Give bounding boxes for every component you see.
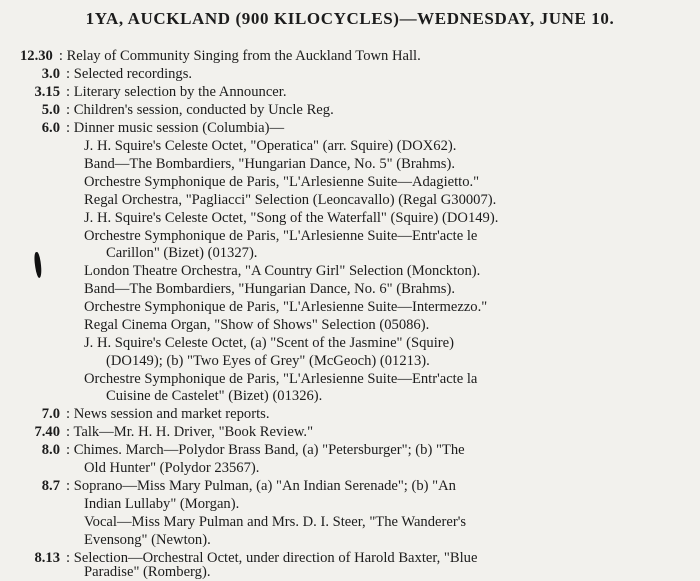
program-entry [20, 423, 313, 441]
program-entry-continuation: Paradise" (Romberg). [84, 564, 211, 580]
program-entry [20, 47, 421, 65]
entry-sep: : [66, 424, 71, 440]
dinner-item: Orchestre Symphonique de Paris, "L'Arlesienne Suite—Adagietto." [84, 174, 480, 190]
entry-sep: : [66, 102, 71, 118]
entry-text: Literary selection by the Announcer. [73, 84, 287, 100]
entry-text: Soprano—Miss Mary Pulman, (a) "An Indian Serenade"; (b) "An [73, 478, 456, 494]
entry-time: 6.0 [41, 120, 60, 136]
entry-time: 5.0 [41, 102, 60, 118]
program-entry [20, 441, 465, 459]
ink-blot-mark [33, 252, 43, 279]
program-entry [20, 477, 456, 495]
dinner-item: Band—The Bombardiers, "Hungarian Dance, No. 5" (Brahms). [84, 156, 455, 172]
dinner-item: Orchestre Symphonique de Paris, "L'Arlesienne Suite—Entr'acte la [84, 371, 478, 387]
program-entry [20, 101, 334, 119]
entry-text: Chimes. March—Polydor Brass Band, (a) "Petersburger"; (b) "The [73, 442, 465, 458]
entry-time: 3.0 [41, 66, 60, 82]
dinner-item: J. H. Squire's Celeste Octet, (a) "Scent of the Jasmine" (Squire) [84, 335, 454, 351]
dinner-item: Regal Orchestra, "Pagliacci" Selection (Leoncavallo) (Regal G30007). [84, 192, 497, 208]
entry-text: Dinner music session (Columbia)— [73, 120, 285, 136]
entry-time: 3.15 [34, 84, 60, 100]
entry-time: 7.0 [41, 406, 60, 422]
entry-text: Talk—Mr. H. H. Driver, "Book Review." [73, 424, 314, 440]
entry-sep: : [66, 84, 71, 100]
entry-sep: : [58, 48, 63, 64]
program-entry [20, 65, 192, 83]
dinner-item: Cuisine de Castelet" (Bizet) (01326). [106, 388, 323, 404]
program-entry-continuation: Vocal—Miss Mary Pulman and Mrs. D. I. Steer, "The Wanderer's [84, 514, 467, 530]
entry-sep: : [66, 66, 71, 82]
dinner-item: Carillon" (Bizet) (01327). [106, 245, 258, 261]
entry-sep: : [66, 550, 71, 566]
entry-time: 7.40 [34, 424, 60, 440]
entry-text: News session and market reports. [73, 406, 270, 422]
dinner-item: J. H. Squire's Celeste Octet, "Operatica" (arr. Squire) (DOX62). [84, 138, 457, 154]
entry-time: 8.13 [34, 550, 60, 566]
station-heading: 1YA, AUCKLAND (900 KILOCYCLES)—WEDNESDAY, JUNE 10. [85, 9, 615, 28]
entry-sep: : [66, 442, 71, 458]
dinner-item: London Theatre Orchestra, "A Country Girl" Selection (Monckton). [84, 263, 481, 279]
program-entry [20, 83, 286, 101]
dinner-item: Band—The Bombardiers, "Hungarian Dance, No. 6" (Brahms). [84, 281, 455, 297]
entry-text: Children's session, conducted by Uncle Reg. [73, 102, 334, 118]
program-entry [20, 119, 284, 137]
program-entry-continuation: Indian Lullaby" (Morgan). [84, 496, 240, 512]
entry-sep: : [66, 406, 71, 422]
program-entry-continuation: Old Hunter" (Polydor 23567). [84, 460, 260, 476]
dinner-item: (DO149); (b) "Two Eyes of Grey" (McGeoch) (01213). [106, 353, 430, 369]
entry-time: 8.0 [41, 442, 60, 458]
entry-sep: : [66, 120, 71, 136]
program-entry-continuation: Evensong" (Newton). [84, 532, 211, 548]
entry-text: Selection—Orchestral Octet, under direction of Harold Baxter, "Blue [73, 550, 478, 566]
dinner-item: Orchestre Symphonique de Paris, "L'Arlesienne Suite—Entr'acte le [84, 228, 478, 244]
dinner-item: Regal Cinema Organ, "Show of Shows" Selection (05086). [84, 317, 430, 333]
entry-text: Relay of Community Singing from the Auckland Town Hall. [66, 48, 421, 64]
entry-text: Selected recordings. [73, 66, 193, 82]
entry-time: 8.7 [41, 478, 60, 494]
entry-sep: : [66, 478, 71, 494]
dinner-item: Orchestre Symphonique de Paris, "L'Arlesienne Suite—Intermezzo." [84, 299, 488, 315]
entry-time: 12.30 [20, 48, 53, 64]
dinner-item: J. H. Squire's Celeste Octet, "Song of the Waterfall" (Squire) (DO149). [84, 210, 499, 226]
program-entry [20, 405, 269, 423]
